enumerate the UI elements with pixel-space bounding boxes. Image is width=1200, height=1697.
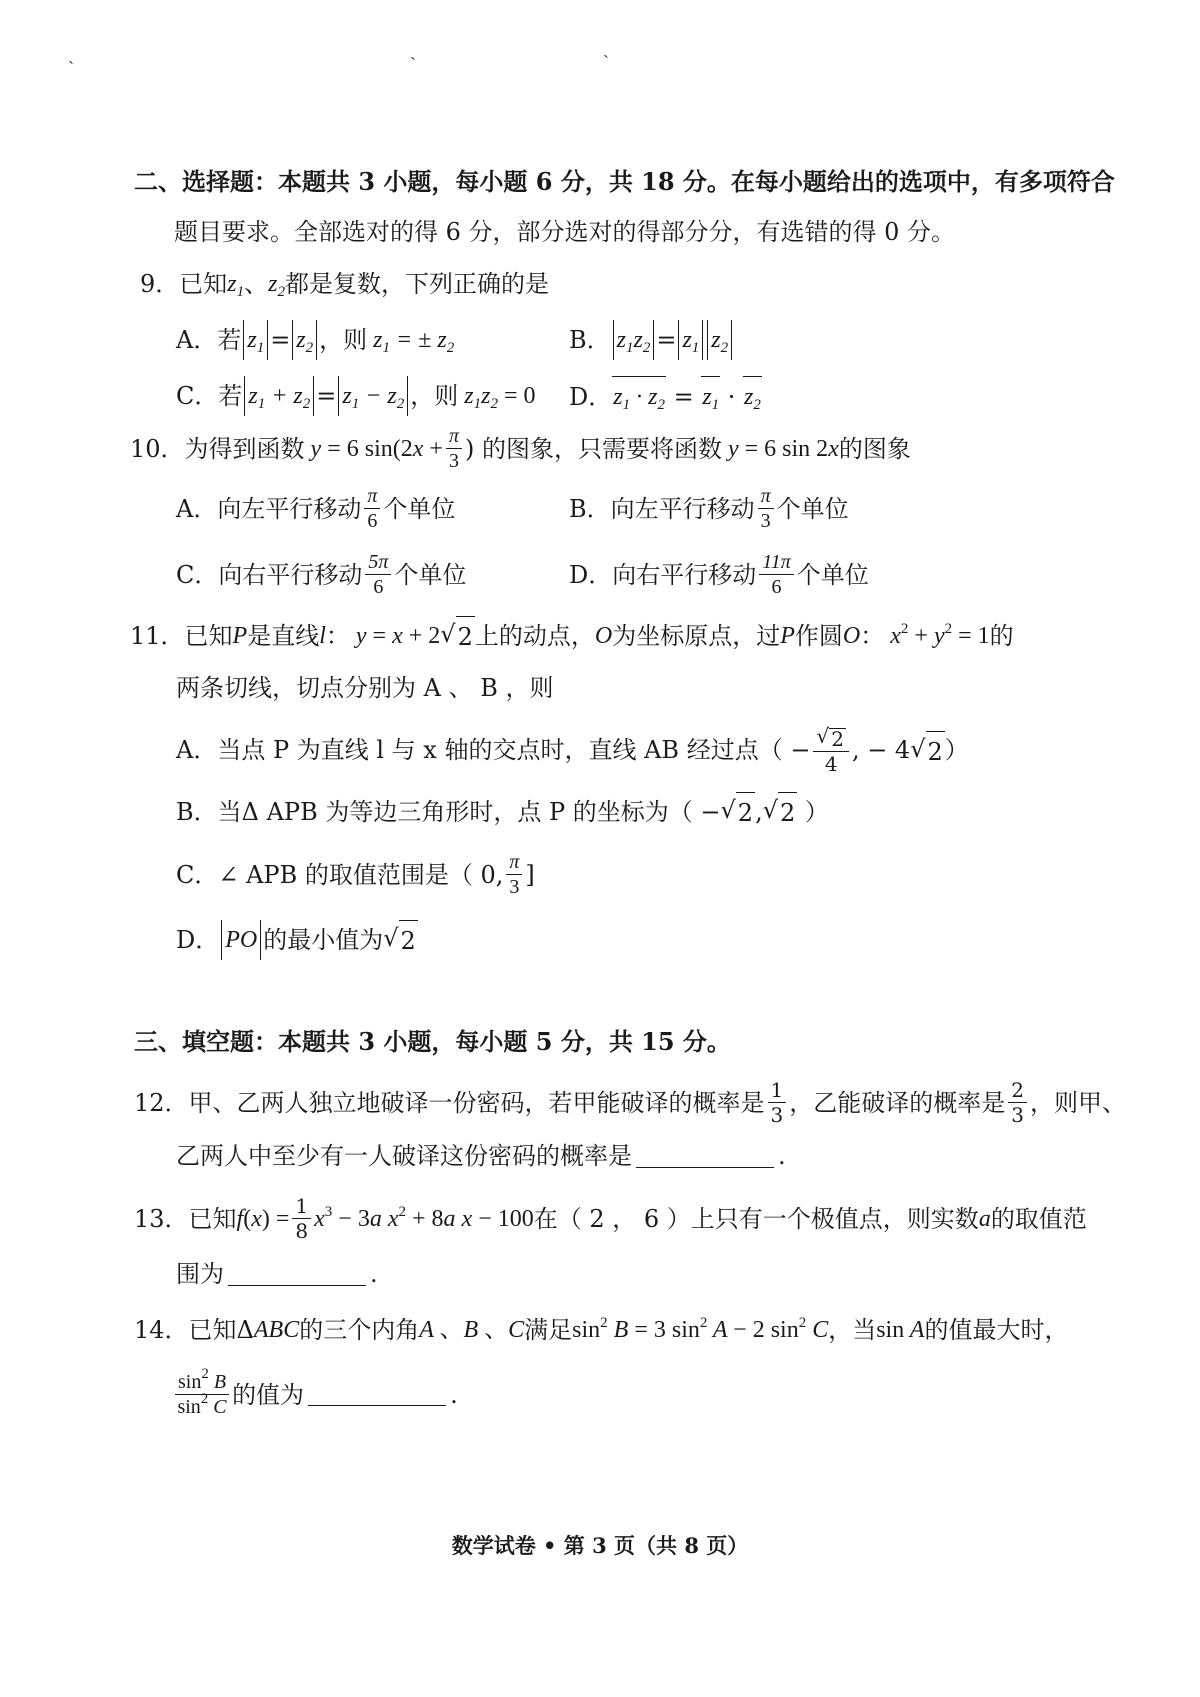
scan-mark: ˎ: [68, 44, 74, 65]
q10-option-c: C．向右平行移动 $\frac{5\pi}{6}$ 个单位: [176, 551, 467, 598]
q10-option-d: D．向右平行移动 $\frac{11\pi}{6}$ 个单位: [569, 551, 869, 598]
q10-option-a: A．向左平行移动 $\frac{\pi}{6}$ 个单位: [176, 485, 456, 532]
answer-blank[interactable]: [308, 1383, 446, 1406]
q10-option-b: B．向左平行移动 $\frac{\pi}{3}$ 个单位: [569, 485, 849, 532]
q9-stem: 9．已知 $z_1$ 、 $z_2$ 都是复数，下列正确的是: [140, 270, 549, 300]
q13-stem: 13．已知 f(x) = $\frac{1}{8}$ $x^3 - 3a$ $x^2 + 8a$ x − 100 在（ 2 ， 6 ）上只有一个极值点，则实数 a 的取值范: [134, 1194, 1087, 1243]
answer-blank[interactable]: [228, 1263, 366, 1286]
q9-option-d: D． $z_1 \cdot z_2$ = $z_1$ · $z_2$: [569, 376, 762, 417]
section2-instructions: 题目要求。全部选对的得 6 分，部分选对的得部分分，有选错的得 0 分。: [174, 218, 956, 246]
answer-blank[interactable]: [636, 1145, 774, 1168]
q10-stem: 10． 为得到函数 y = 6 sin(2x + $\frac{\pi}{3}$ ) 的图象，只需要将函数 y = 6 sin 2x 的图象: [130, 425, 911, 472]
q13-stem-line2: 围为 .: [176, 1260, 378, 1288]
q9-option-a: A．若 $z_1$ = $z_2$ ，则 $z_1$ = ± $z_2$: [176, 320, 454, 360]
section3-heading: 三、填空题：本题共 3 小题，每小题 5 分，共 15 分。: [134, 1027, 731, 1056]
page-footer: 数学试卷 • 第 3 页（共 8 页）: [451, 1533, 749, 1558]
q12-stem: 12．甲、乙两人独立地破译一份密码，若甲能破译的概率是 $\frac{1}{3}$ ，乙能破译的概率是 $\frac{2}{3}$ ，则甲、: [134, 1078, 1127, 1127]
q9-option-c: C．若 $z_1 + z_2$ = $z_1 - z_2$ ，则 $z_1z_2 = 0$: [176, 376, 536, 416]
q14-stem-line2: $\frac{\sin^2 B}{\sin^2 C}$ 的值为 .: [172, 1372, 458, 1417]
q9-option-b: B． $z_1z_2$ = $z_1$ $z_2$: [569, 320, 734, 360]
scan-mark: ˎ: [410, 40, 416, 61]
q14-stem: 14．已知Δ ABC 的三个内角 A 、B 、C 满足 $\sin^2 B = 3$ $\sin^2 A - 2$ $\sin^2 C$ ，当 sin A 的值最大时，: [134, 1315, 1069, 1344]
q12-stem-line2: 乙两人中至少有一人破译这份密码的概率是 .: [176, 1142, 786, 1170]
q11-option-c: C．∠ APB 的取值范围是 （ 0, $\frac{\pi}{3}$ ]: [176, 851, 535, 898]
scan-mark: ˎ: [603, 38, 609, 59]
q11-stem: 11． 已知 P 是直线 l ： y = x + 2 √ 2 上的动点， O 为坐标原点，过 P 作圆 O ： $x^2 + y^2 = 1$ 的: [130, 614, 1014, 657]
q11-stem-line2: 两条切线，切点分别为 A 、 B ，则: [176, 674, 554, 702]
q11-option-d: D． PO 的最小值为 √ 2: [176, 918, 418, 961]
section2-heading: 二、选择题：本题共 3 小题，每小题 6 分，共 18 分。在每小题给出的选项中，有多项符合: [134, 167, 1115, 196]
q11-option-b: B．当Δ APB 为等边三角形时，点 P 的坐标为 （ − √ 2 , √ 2 ）: [176, 790, 829, 833]
q11-option-a: A．当点 P 为直线 l 与 x 轴的交点时，直线 AB 经过点 （ − √ 2 4 , − 4 √ 2 ）: [176, 724, 969, 776]
